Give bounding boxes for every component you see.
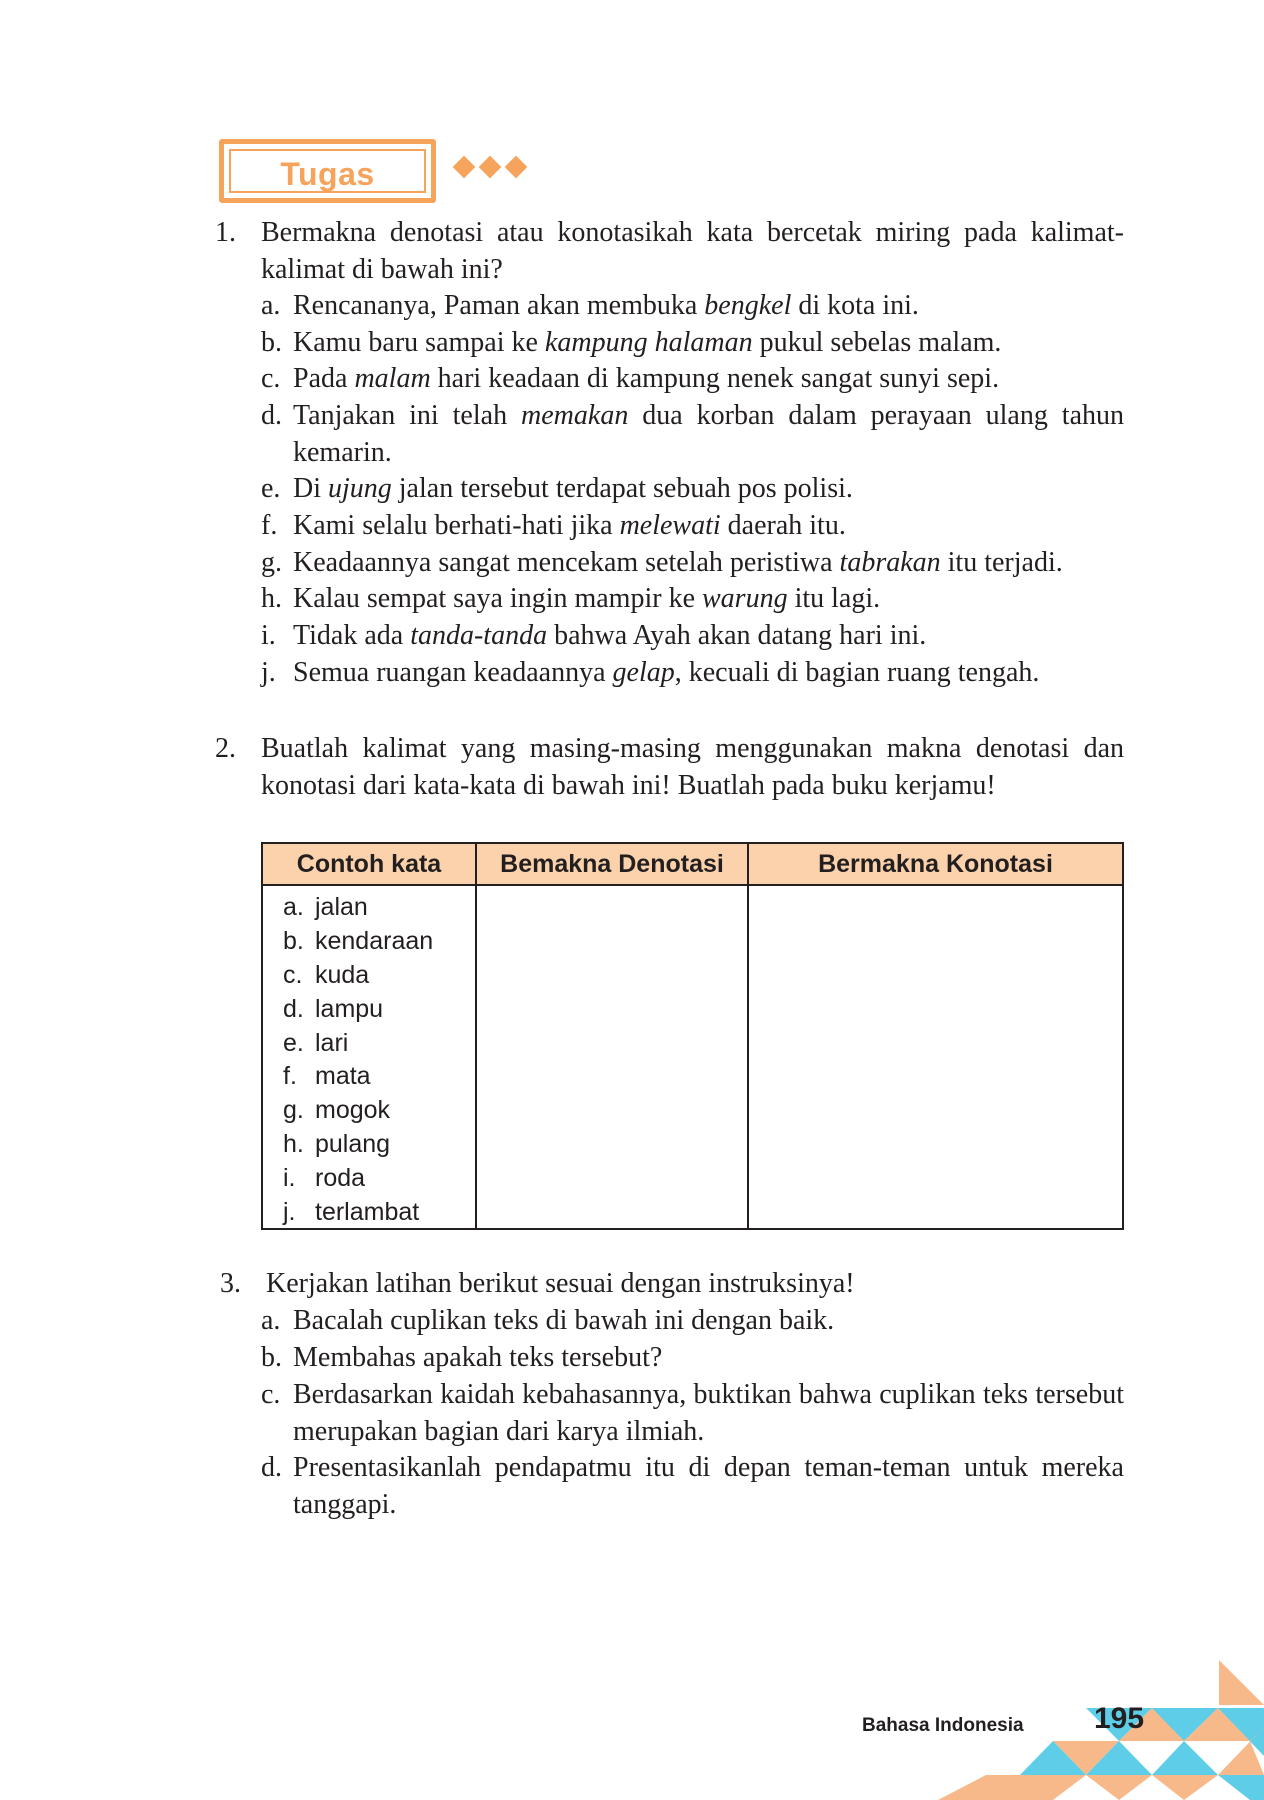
item-text: Berdasarkan kaidah kebahasannya, buktikan bahwa cuplikan teks tersebut merupakan bagian dari karya ilmiah. bbox=[293, 1379, 1124, 1447]
item-letter: f. bbox=[261, 510, 278, 541]
book-title: Bahasa Indonesia bbox=[862, 1715, 1024, 1736]
item-text: Bacalah cuplikan teks di bawah ini dengan baik. bbox=[293, 1305, 835, 1336]
item-letter: e. bbox=[261, 473, 281, 504]
page-number: 195 bbox=[1094, 1702, 1145, 1735]
item-letter: a. bbox=[261, 290, 281, 321]
item-letter: g. bbox=[261, 547, 282, 578]
italic-word: tabrakan bbox=[839, 547, 941, 578]
blue-triangle bbox=[1152, 1741, 1218, 1775]
item-text: Pada malam hari keadaan di kampung nenek sangat sunyi sepi. bbox=[293, 363, 1000, 394]
peach-triangle bbox=[1219, 1660, 1264, 1705]
word-table: Contoh kata Bemakna Denotasi Bermakna Konotasi a. jalan b. kendaraan c. kuda d. lampu e. lari f. mata g. mogok h. pulang i. roda j. terlambat bbox=[261, 842, 1124, 1230]
italic-word: gelap bbox=[612, 657, 675, 688]
item-text: Presentasikanlah pendapatmu itu di depan teman-teman untuk mereka tanggapi. bbox=[293, 1452, 1124, 1520]
item-text: Kamu baru sampai ke kampung halaman pukul sebelas malam. bbox=[293, 327, 1002, 358]
task-heading-title: Tugas bbox=[280, 156, 375, 192]
peach-triangle bbox=[1020, 1775, 1086, 1800]
blue-triangle bbox=[1218, 1775, 1264, 1800]
italic-word: ujung bbox=[328, 473, 392, 504]
item-letter: j. bbox=[261, 657, 276, 688]
italic-word: tanda-tanda bbox=[410, 620, 548, 651]
italic-word: malam bbox=[354, 363, 431, 394]
italic-word: bengkel bbox=[704, 290, 792, 321]
item-letter: a. bbox=[261, 1305, 281, 1336]
item-text: Semua ruangan keadaannya gelap, kecuali di bagian ruang tengah. bbox=[293, 657, 1040, 688]
italic-word: melewati bbox=[619, 510, 721, 541]
table-header-cell: Bermakna Konotasi bbox=[818, 850, 1053, 878]
question-text: Buatlah kalimat yang masing-masing menggunakan makna denotasi dan konotasi dari kata-kata di bawah ini! Buatlah pada buku kerjamu! bbox=[261, 733, 1124, 801]
peach-triangle bbox=[1152, 1775, 1218, 1800]
item-text: Kami selalu berhati-hati jika melewati daerah itu. bbox=[293, 510, 846, 541]
question-number: 2. bbox=[215, 733, 236, 764]
italic-word: memakan bbox=[521, 400, 629, 431]
item-letter: c. bbox=[261, 1379, 281, 1410]
item-text: Keadaannya sangat mencekam setelah peristiwa tabrakan itu terjadi. bbox=[293, 547, 1063, 578]
item-letter: i. bbox=[261, 620, 276, 651]
question-text: Kerjakan latihan berikut sesuai dengan instruksinya! bbox=[266, 1268, 855, 1299]
item-text: Membahas apakah teks tersebut? bbox=[293, 1342, 663, 1373]
item-text: Kalau sempat saya ingin mampir ke warung itu lagi. bbox=[293, 583, 881, 614]
item-letter: d. bbox=[261, 1452, 282, 1483]
peach-triangle bbox=[1086, 1775, 1152, 1800]
table-header-cell: Bemakna Denotasi bbox=[500, 850, 724, 878]
item-letter: c. bbox=[261, 363, 281, 394]
item-letter: b. bbox=[261, 1342, 282, 1373]
item-text: Tanjakan ini telah memakan dua korban dalam perayaan ulang tahun kemarin. bbox=[293, 400, 1125, 468]
italic-word: kampung halaman bbox=[544, 327, 753, 358]
item-text: Tidak ada tanda-tanda bahwa Ayah akan datang hari ini. bbox=[293, 620, 927, 651]
peach-triangle bbox=[938, 1775, 1020, 1800]
italic-word: warung bbox=[702, 583, 788, 614]
item-letter: d. bbox=[261, 400, 282, 431]
item-letter: b. bbox=[261, 327, 282, 358]
item-text: Rencananya, Paman akan membuka bengkel di kota ini. bbox=[293, 290, 919, 321]
table-header-cell: Contoh kata bbox=[296, 850, 442, 878]
question-text: Bermakna denotasi atau konotasikah kata bercetak miring pada kalimat-kalimat di bawah ini? bbox=[261, 217, 1124, 285]
item-letter: h. bbox=[261, 583, 282, 614]
question-number: 3. bbox=[220, 1268, 241, 1299]
item-text: Di ujung jalan tersebut terdapat sebuah pos polisi. bbox=[293, 473, 853, 504]
question-number: 1. bbox=[215, 217, 236, 248]
